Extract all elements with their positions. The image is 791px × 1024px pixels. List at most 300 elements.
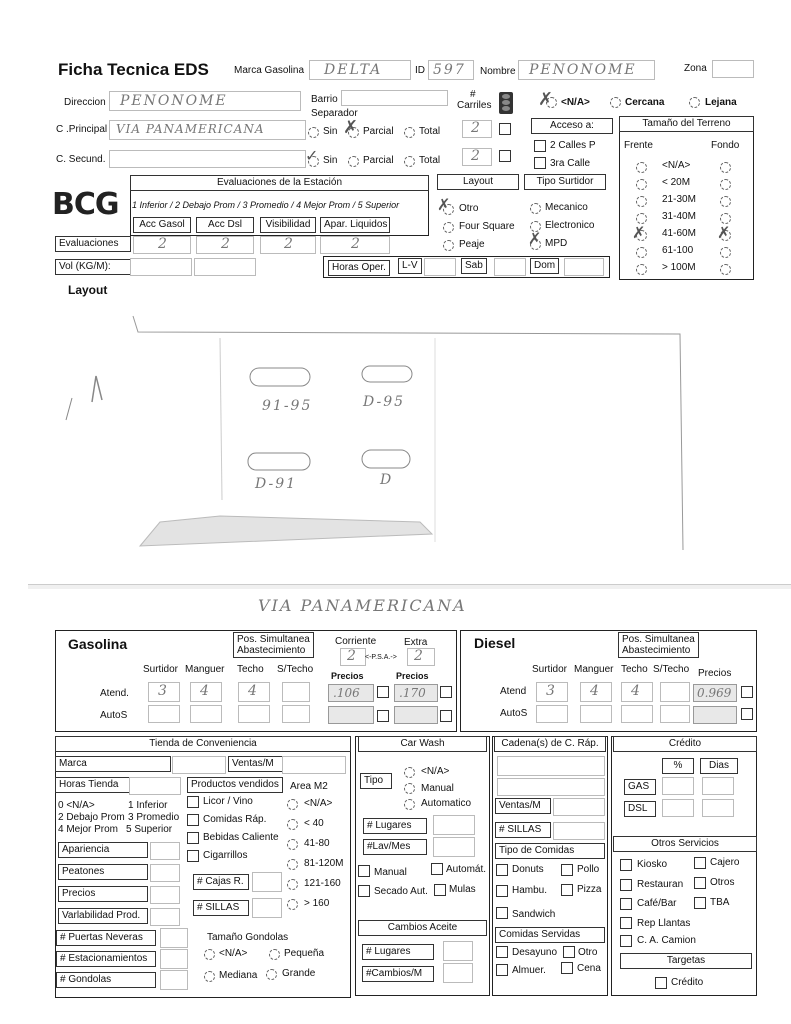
- tba-check[interactable]: [694, 897, 706, 909]
- dsl-autos-precio[interactable]: [693, 706, 737, 724]
- cadena-servidas: Comidas Servidas: [495, 927, 605, 943]
- corriente-value: 2: [347, 648, 356, 664]
- cprincipal-total-radio[interactable]: [404, 127, 415, 138]
- gas-precio-2-value: .170: [399, 686, 426, 700]
- carwash-manual-chk-label: Manual: [374, 867, 407, 878]
- csecund-total-radio[interactable]: [404, 156, 415, 167]
- otro-check[interactable]: [563, 946, 575, 958]
- terreno-fondo-radio[interactable]: [720, 247, 731, 258]
- cafebar-check[interactable]: [620, 898, 632, 910]
- horas-dom-field[interactable]: [564, 258, 604, 276]
- dsl-atend-manguer-value: 4: [590, 683, 599, 699]
- road-label: VIA PANAMERICANA: [258, 596, 467, 615]
- carwash-manual-check[interactable]: [358, 865, 370, 877]
- producto-label: Cigarrillos: [203, 850, 248, 861]
- nombre-label: Nombre: [480, 66, 516, 77]
- pump-label-2: D-95: [363, 394, 406, 410]
- tienda-sillas-field[interactable]: [252, 898, 282, 918]
- na-label: <N/A>: [561, 97, 590, 108]
- gasolina-pos: [233, 632, 314, 658]
- cprincipal-sin-radio[interactable]: [308, 127, 319, 138]
- credito-check-label: Crédito: [671, 977, 704, 988]
- gas-col-stecho: S/Techo: [277, 664, 314, 675]
- vol-field-1[interactable]: [130, 258, 192, 276]
- carwash-tipo: Tipo: [360, 773, 392, 789]
- csecund-sin-mark: ✓: [305, 146, 319, 165]
- carwash-mulas-check[interactable]: [434, 884, 446, 896]
- carwash-mulas-label: Mulas: [449, 884, 476, 895]
- area-label: 81-120M: [304, 858, 344, 869]
- gas-precio-2-check[interactable]: [440, 686, 452, 698]
- dsl-col-manguer: Manguer: [574, 664, 614, 675]
- lejana-radio[interactable]: [689, 97, 700, 108]
- gas-col-techo: Techo: [237, 664, 264, 675]
- dsl-atend-stecho[interactable]: [660, 682, 690, 702]
- tienda-gondolas: # Gondolas: [56, 972, 156, 988]
- tam-pequena-radio[interactable]: [269, 949, 280, 960]
- kiosko-label: Kiosko: [637, 859, 668, 870]
- horas-lv: L-V: [398, 258, 422, 274]
- direccion-value: PENONOME: [120, 93, 228, 109]
- hambu-label: Hambu.: [512, 885, 548, 896]
- dsl-autos-techo[interactable]: [621, 705, 653, 723]
- producto-label: Bebidas Caliente: [203, 832, 279, 843]
- diesel-pos: [618, 632, 699, 658]
- evaluaciones-value: 2: [158, 236, 167, 252]
- producto-check[interactable]: [187, 832, 199, 844]
- carriles-hash: #: [470, 89, 476, 100]
- gasolina-corriente: Corriente: [335, 636, 377, 647]
- carwash-automatico-label: Automatico: [421, 798, 472, 809]
- csecund-parcial-label: Parcial: [363, 155, 394, 166]
- dsl-atend-surtidor-value: 3: [546, 683, 555, 699]
- tienda-marca-field[interactable]: [172, 756, 226, 774]
- cercana-radio[interactable]: [610, 97, 621, 108]
- csecund-parcial-radio[interactable]: [348, 156, 359, 167]
- terreno-title: Tamaño del Terreno: [619, 116, 754, 132]
- layout-section-title: Layout: [68, 283, 108, 297]
- cambios-lugares: # Lugares: [362, 944, 434, 960]
- terreno-option-label: 31-40M: [662, 211, 696, 222]
- tienda-eval-field[interactable]: [150, 886, 180, 904]
- kiosko-check[interactable]: [620, 859, 632, 871]
- terreno-fondo-radio[interactable]: [720, 196, 731, 207]
- terreno-option-label: <N/A>: [662, 160, 691, 171]
- pizza-check[interactable]: [561, 884, 573, 896]
- cadena-sillas-field[interactable]: [553, 822, 605, 840]
- marca-field[interactable]: [309, 60, 411, 80]
- gas-autos-precio-2[interactable]: [394, 706, 438, 724]
- tienda-ventas-field[interactable]: [282, 756, 346, 774]
- evaluaciones-col-label: Acc Gasol: [133, 217, 191, 233]
- terreno-option-label: > 100M: [662, 262, 696, 273]
- csecund-sin-label: Sin: [323, 155, 338, 166]
- zona-label: Zona: [684, 63, 707, 74]
- gas-autos-check-1[interactable]: [377, 710, 389, 722]
- terreno-fondo: Fondo: [711, 140, 740, 151]
- carriles-principal-value: 2: [471, 120, 480, 136]
- carwash-na-radio[interactable]: [404, 767, 415, 778]
- credito-pct: %: [662, 758, 694, 774]
- carriles-secund-field[interactable]: [462, 148, 492, 166]
- terreno-frente: Frente: [624, 140, 653, 151]
- dsl-col-stecho: S/Techo: [653, 664, 690, 675]
- tienda-scale-1: 1 Inferior: [128, 800, 168, 811]
- gas-col-surtidor: Surtidor: [143, 664, 179, 675]
- targetas-title: Targetas: [620, 953, 752, 969]
- restauran-check[interactable]: [620, 879, 632, 891]
- page-title: Ficha Tecnica EDS: [58, 60, 209, 79]
- evaluaciones-value: 2: [284, 236, 293, 252]
- horas-lv-field[interactable]: [424, 258, 456, 276]
- credito-dsl-pct[interactable]: [662, 799, 694, 817]
- terreno-frente-radio[interactable]: [636, 264, 647, 275]
- producto-check[interactable]: [187, 814, 199, 826]
- evaluaciones-value-field[interactable]: [260, 236, 316, 254]
- gas-atend-manguer-value: 4: [200, 683, 209, 699]
- dsl-atend-techo[interactable]: [621, 682, 653, 702]
- terreno-fondo-radio[interactable]: [720, 162, 731, 173]
- gas-col-manguer: Manguer: [185, 664, 225, 675]
- gas-atend-stecho[interactable]: [282, 682, 310, 702]
- surtidor-option-label: MPD: [545, 238, 568, 249]
- carwash-secado-label: Secado Aut.: [374, 886, 428, 897]
- otros-label: Otros: [710, 877, 735, 888]
- cadena-name-field-2[interactable]: [497, 778, 605, 796]
- tienda-horas-field[interactable]: [129, 777, 181, 795]
- carwash-lav-field[interactable]: [433, 837, 475, 857]
- terreno-option-label: 41-60M: [662, 228, 696, 239]
- csecund-total-label: Total: [419, 155, 441, 166]
- carriles-label: Carriles: [457, 100, 492, 111]
- gasolina-psa: <-P.S.A.->: [365, 654, 397, 661]
- credito-gas-dias[interactable]: [702, 777, 734, 795]
- carwash-autom-check[interactable]: [431, 863, 443, 875]
- pollo-check[interactable]: [561, 864, 573, 876]
- credito-dias: Dias: [700, 758, 738, 774]
- surtidor-mpd-mark: ✗: [528, 229, 542, 248]
- sandwich-label: Sandwich: [512, 909, 556, 920]
- cprincipal-parcial-mark: ✗: [343, 117, 359, 138]
- cprincipal-parcial-label: Parcial: [363, 126, 394, 137]
- gas-atend-surtidor[interactable]: [148, 682, 180, 702]
- evaluaciones-value-field[interactable]: [196, 236, 254, 254]
- diesel-title: Diesel: [474, 635, 516, 651]
- tercera-check[interactable]: [534, 157, 546, 169]
- barrio-field[interactable]: [341, 90, 448, 106]
- vol-label: Vol (KG/M):: [55, 259, 131, 275]
- credito-dsl-dias[interactable]: [702, 799, 734, 817]
- cambios-lugares-field[interactable]: [443, 941, 473, 961]
- evaluaciones-row-label: Evaluaciones: [55, 236, 131, 252]
- dsl-col-precios: Precios: [698, 668, 732, 679]
- gas-atend-techo-value: 4: [248, 683, 257, 699]
- marca-label: Marca Gasolina: [234, 65, 305, 76]
- carwash-secado-check[interactable]: [358, 885, 370, 897]
- terreno-option-label: 61-100: [662, 245, 694, 256]
- gas-autos-stecho[interactable]: [282, 705, 310, 723]
- zona-field[interactable]: [712, 60, 754, 78]
- acceso-label: Acceso a:: [531, 118, 613, 134]
- gas-precios-2: Precios: [396, 671, 429, 681]
- gas-atend-surtidor-value: 3: [158, 683, 167, 699]
- dsl-atend-surtidor[interactable]: [536, 682, 568, 702]
- credito-check[interactable]: [655, 977, 667, 989]
- gas-autos-surtidor[interactable]: [148, 705, 180, 723]
- carwash-na-label: <N/A>: [421, 766, 450, 777]
- producto-label: Licor / Vino: [203, 796, 253, 807]
- cprincipal-field[interactable]: [109, 120, 306, 140]
- carwash-manual-label: Manual: [421, 783, 454, 794]
- carwash-title: Car Wash: [358, 736, 487, 752]
- cadena-name-field[interactable]: [497, 756, 605, 776]
- tienda-eval-label: Apariencia: [58, 842, 148, 858]
- terreno-option-label: 21-30M: [662, 194, 696, 205]
- tienda-title: Tienda de Conveniencia: [55, 736, 351, 752]
- gas-precio-1-check[interactable]: [377, 686, 389, 698]
- gasolina-pos-line1: Pos. Simultanea: [237, 634, 310, 645]
- terreno-frente-radio[interactable]: [636, 196, 647, 207]
- dsl-autos-check[interactable]: [741, 708, 753, 720]
- gas-atend-techo[interactable]: [238, 682, 270, 702]
- bcg-logo: BCG: [52, 187, 119, 222]
- tienda-scale-0: 0 <N/A>: [58, 800, 95, 811]
- tienda-cajas-field[interactable]: [252, 872, 282, 892]
- tienda-neveras: # Puertas Neveras: [56, 930, 156, 946]
- carwash-autom-label: Automát.: [446, 864, 487, 875]
- carwash-lugares-field[interactable]: [433, 815, 475, 835]
- area-radio[interactable]: [287, 839, 298, 850]
- gasolina-pos-line2: Abastecimiento: [237, 645, 306, 656]
- evaluaciones-scale: 1 Inferior / 2 Debajo Prom / 3 Promedio / 4 Mejor Prom / 5 Superior: [132, 200, 400, 210]
- tienda-eval-label: Peatones: [58, 864, 148, 880]
- restauran-label: Restauran: [637, 879, 684, 890]
- dsl-col-surtidor: Surtidor: [532, 664, 568, 675]
- barrio-label: Barrio: [311, 94, 338, 105]
- terreno-frente-radio[interactable]: [636, 179, 647, 190]
- credito-gas-pct[interactable]: [662, 777, 694, 795]
- terreno-frente-mark: ✗: [632, 223, 646, 242]
- tienda-eval-label: Varlabilidad Prod.: [58, 908, 148, 924]
- area-label: 121-160: [304, 878, 341, 889]
- dsl-precio-field[interactable]: [693, 684, 737, 702]
- terreno-frente-radio[interactable]: [636, 162, 647, 173]
- evaluaciones-col-label: Apar. Liquidos: [320, 217, 390, 233]
- diesel-pos-line2: Abastecimiento: [622, 645, 691, 656]
- csecund-label: C. Secund.: [56, 154, 106, 165]
- area-radio[interactable]: [287, 819, 298, 830]
- cena-check[interactable]: [561, 962, 573, 974]
- horas-sab: Sab: [461, 258, 487, 274]
- gas-autos-check-2[interactable]: [440, 710, 452, 722]
- tienda-area: Area M2: [290, 781, 328, 792]
- tba-label: TBA: [710, 897, 730, 908]
- sandwich-check[interactable]: [496, 907, 508, 919]
- evaluaciones-col-label: Acc Dsl: [196, 217, 254, 233]
- gasolina-title: Gasolina: [68, 636, 128, 652]
- tienda-ventas: Ventas/M: [228, 756, 284, 772]
- surtidor-option-label: Mecanico: [545, 202, 588, 213]
- layout-option-radio[interactable]: [443, 222, 454, 233]
- extra-field[interactable]: [407, 648, 435, 666]
- cercana-label: Cercana: [625, 97, 665, 108]
- donuts-check[interactable]: [496, 864, 508, 876]
- pollo-label: Pollo: [577, 864, 600, 875]
- vol-field-2[interactable]: [194, 258, 256, 276]
- carwash-automatico-radio[interactable]: [404, 799, 415, 810]
- calles-label: 2 Calles P: [550, 140, 596, 151]
- tienda-neveras-field[interactable]: [160, 928, 188, 948]
- gas-precio-2-field[interactable]: [394, 684, 438, 702]
- layout-option-radio[interactable]: [443, 240, 454, 251]
- dsl-autos-surtidor[interactable]: [536, 705, 568, 723]
- tam-na-radio[interactable]: [204, 949, 215, 960]
- tienda-estacionamientos-field[interactable]: [160, 949, 188, 969]
- tienda-cajas: # Cajas R.: [193, 874, 249, 890]
- tienda-horas: Horas Tienda: [55, 777, 131, 793]
- direccion-field[interactable]: [109, 91, 301, 111]
- direccion-label: Direccion: [64, 97, 106, 108]
- cajero-label: Cajero: [710, 857, 740, 868]
- repllantas-label: Rep Llantas: [637, 918, 691, 929]
- dsl-autos-stecho[interactable]: [660, 705, 690, 723]
- cadena-ventas-field[interactable]: [553, 798, 605, 816]
- cprincipal-sin-label: Sin: [323, 126, 338, 137]
- carriles-secund-check[interactable]: [499, 150, 511, 162]
- tienda-eval-field[interactable]: [150, 908, 180, 926]
- terreno-frente-radio[interactable]: [636, 247, 647, 258]
- tienda-sillas: # SILLAS: [193, 900, 249, 916]
- gas-autos-manguer[interactable]: [190, 705, 222, 723]
- area-radio[interactable]: [287, 799, 298, 810]
- gas-atend-manguer[interactable]: [190, 682, 222, 702]
- layout-otro-mark: ✗: [437, 195, 451, 214]
- cena-label: Cena: [577, 963, 601, 974]
- terreno-fondo-radio[interactable]: [720, 264, 731, 275]
- tienda-eval-label: Precios: [58, 886, 148, 902]
- horas-sab-field[interactable]: [494, 258, 526, 276]
- camion-check[interactable]: [620, 935, 632, 947]
- cprincipal-value: VIA PANAMERICANA: [116, 122, 265, 136]
- repllantas-check[interactable]: [620, 917, 632, 929]
- pump-label-1: 91-95: [262, 398, 313, 414]
- almuer-label: Almuer.: [512, 965, 546, 976]
- producto-check[interactable]: [187, 850, 199, 862]
- layout-opts-title: Layout: [437, 174, 519, 190]
- desayuno-check[interactable]: [496, 946, 508, 958]
- cadena-title: Cadena(s) de C. Ráp.: [494, 736, 606, 752]
- tienda-scale-2: 2 Debajo Prom: [58, 812, 125, 823]
- cprincipal-total-label: Total: [419, 126, 441, 137]
- gasolina-extra: Extra: [404, 637, 428, 648]
- carriles-principal-check[interactable]: [499, 123, 511, 135]
- surtidor-option-radio[interactable]: [530, 203, 541, 214]
- credito-title: Crédito: [613, 736, 757, 752]
- gas-autos-techo[interactable]: [238, 705, 270, 723]
- dsl-col-techo: Techo: [621, 664, 648, 675]
- gas-autos-precio-1[interactable]: [328, 706, 374, 724]
- carwash-manual-radio[interactable]: [404, 783, 415, 794]
- layout-option-label: Four Square: [459, 221, 515, 232]
- layout-sketch: [0, 290, 791, 560]
- evaluaciones-value-field[interactable]: [133, 236, 191, 254]
- evaluaciones-value: 2: [221, 236, 230, 252]
- tam-pequena-label: Pequeña: [284, 948, 325, 959]
- tienda-eval-field[interactable]: [150, 842, 180, 860]
- producto-check[interactable]: [187, 796, 199, 808]
- dsl-precio-check[interactable]: [741, 686, 753, 698]
- lejana-label: Lejana: [705, 97, 737, 108]
- terreno-fondo-mark: ✗: [717, 223, 731, 242]
- desayuno-label: Desayuno: [512, 947, 558, 958]
- area-radio[interactable]: [287, 859, 298, 870]
- tam-na-label: <N/A>: [219, 948, 248, 959]
- corriente-field[interactable]: [340, 648, 366, 666]
- tam-grande-radio[interactable]: [266, 969, 277, 980]
- evaluaciones-title: Evaluaciones de la Estación: [130, 175, 429, 191]
- cambios-mes-field[interactable]: [443, 963, 473, 983]
- diesel-pos-line1: Pos. Simultanea: [622, 634, 695, 645]
- area-label: 41-80: [304, 838, 330, 849]
- pizza-label: Pizza: [577, 884, 602, 895]
- dsl-atend-manguer[interactable]: [580, 682, 612, 702]
- carriles-principal-field[interactable]: [462, 120, 492, 138]
- gas-atend-label: Atend.: [100, 688, 129, 699]
- camion-label: C. A. Camion: [637, 935, 696, 946]
- cajero-check[interactable]: [694, 857, 706, 869]
- pump-label-4: D: [380, 472, 394, 488]
- tienda-eval-field[interactable]: [150, 864, 180, 882]
- credito-gas: GAS: [624, 779, 656, 795]
- cambios-title: Cambios Aceite: [358, 920, 487, 936]
- dsl-atend-techo-value: 4: [631, 683, 640, 699]
- area-radio[interactable]: [287, 879, 298, 890]
- area-label: <N/A>: [304, 798, 333, 809]
- traffic-light-icon: [499, 92, 513, 114]
- gas-precio-1-field[interactable]: [328, 684, 374, 702]
- nombre-field[interactable]: [518, 60, 655, 80]
- tienda-tamano: Tamaño Gondolas: [207, 932, 289, 943]
- tienda-scale-4: 4 Mejor Prom: [58, 824, 119, 835]
- dsl-autos-label: AutoS: [500, 708, 528, 719]
- otros-check[interactable]: [694, 877, 706, 889]
- separador-label: Separador: [311, 108, 358, 119]
- almuer-check[interactable]: [496, 964, 508, 976]
- cprincipal-label: C .Principal: [56, 124, 108, 135]
- hambu-check[interactable]: [496, 885, 508, 897]
- id-field[interactable]: [428, 60, 474, 80]
- id-value: 597: [433, 62, 466, 78]
- nombre-value: PENONOME: [529, 62, 637, 78]
- layout-option-label: Peaje: [459, 239, 485, 250]
- cambios-mes: #Cambios/M: [362, 966, 434, 982]
- calles-check[interactable]: [534, 140, 546, 152]
- dsl-precio-value: 0.969: [697, 686, 732, 700]
- tercera-label: 3ra Calle: [550, 158, 591, 169]
- tienda-scale-5: 5 Superior: [126, 824, 173, 835]
- terreno-option-label: < 20M: [662, 177, 691, 188]
- surtidor-title: Tipo Surtidor: [524, 174, 606, 190]
- tienda-gondolas-field[interactable]: [160, 970, 188, 990]
- tam-mediana-radio[interactable]: [204, 971, 215, 982]
- csecund-field[interactable]: [109, 150, 306, 168]
- cafebar-label: Café/Bar: [637, 898, 677, 909]
- dsl-autos-manguer[interactable]: [580, 705, 612, 723]
- evaluaciones-value-field[interactable]: [320, 236, 390, 254]
- area-radio[interactable]: [287, 899, 298, 910]
- terreno-fondo-radio[interactable]: [720, 179, 731, 190]
- tam-mediana-label: Mediana: [219, 970, 258, 981]
